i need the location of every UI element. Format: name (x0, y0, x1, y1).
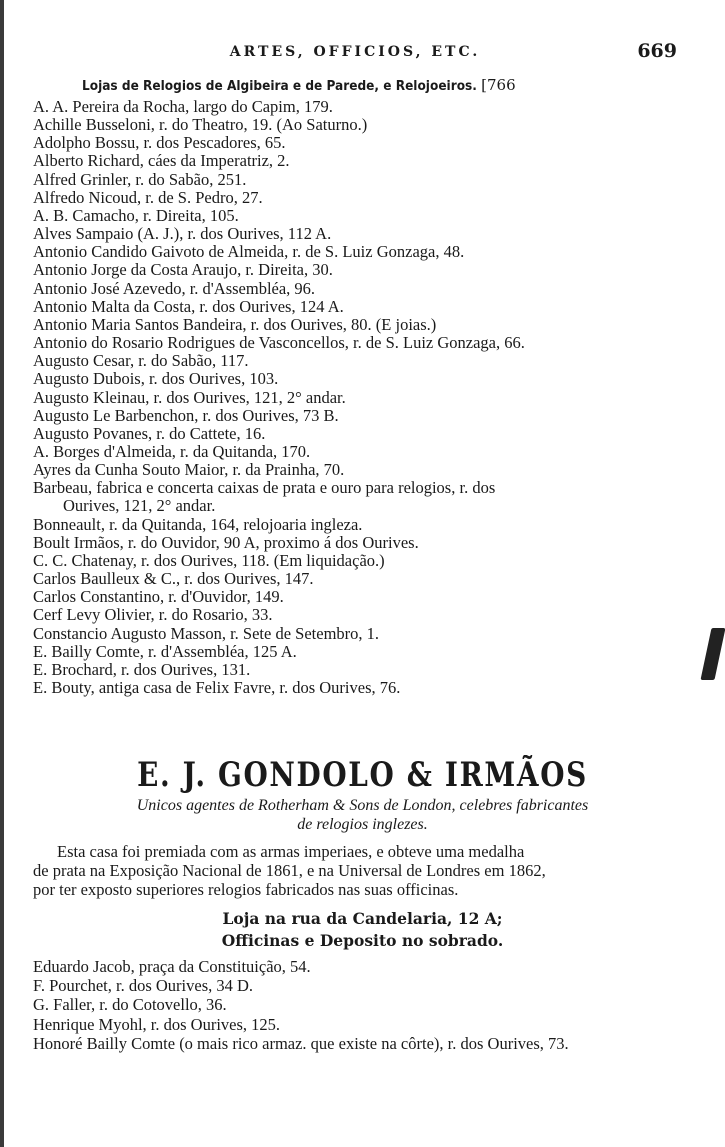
list-item: Antonio Candido Gaivoto de Almeida, r. de S. Luiz Gonzaga, 48. (33, 242, 465, 262)
list-item: Carlos Baulleux & C., r. dos Ourives, 147. (33, 569, 314, 589)
advertisement-body (33, 842, 661, 899)
workshop-line: Officinas e Deposito no sobrado. (221, 931, 504, 950)
advertiser-name: E. J. GONDOLO & IRMÃOS (137, 755, 588, 795)
running-head (0, 40, 725, 68)
list-item: Augusto Povanes, r. do Cattete, 16. (33, 423, 266, 443)
list-item: Augusto Kleinau, r. dos Ourives, 121, 2° andar. (33, 387, 346, 407)
list-item: Barbeau, fabrica e concerta caixas de prata e ouro para relogios, r. dos (33, 478, 496, 498)
list-item-continuation: Ourives, 121, 2° andar. (63, 496, 216, 516)
entry-list-continued (33, 957, 693, 1053)
list-item: Adolpho Bossu, r. dos Pescadores, 65. (33, 133, 286, 153)
list-item: Cerf Levy Olivier, r. do Rosario, 33. (33, 605, 273, 625)
section-heading (82, 76, 516, 94)
list-item: Achille Busseloni, r. do Theatro, 19. (Ao Saturno.) (33, 115, 368, 135)
list-item: Eduardo Jacob, praça da Constituição, 54. (33, 957, 311, 976)
list-item: Alves Sampaio (A. J.), r. dos Ourives, 112 A. (33, 224, 332, 244)
list-item: Alfred Grinler, r. do Sabão, 251. (33, 169, 247, 189)
advertisement-address (0, 908, 725, 952)
body-line: Esta casa foi premiada com as armas imperiaes, e obteve uma medalha (57, 842, 525, 861)
list-item: Augusto Cesar, r. do Sabão, 117. (33, 351, 249, 371)
page-binding-edge (0, 0, 4, 1147)
list-item: Antonio Malta da Costa, r. dos Ourives, 124 A. (33, 296, 344, 316)
running-head-title: ARTES, OFFICIOS, ETC. (229, 44, 481, 60)
entry-list (33, 98, 673, 697)
list-item: Honoré Bailly Comte (o mais rico armaz. que existe na côrte), r. dos Ourives, 73. (33, 1033, 569, 1053)
page-number: 669 (637, 40, 677, 62)
list-item: F. Pourchet, r. dos Ourives, 34 D. (33, 976, 254, 996)
list-item: Antonio Jorge da Costa Araujo, r. Direita, 30. (33, 260, 333, 280)
ink-blot-mark (700, 628, 725, 680)
list-item: Augusto Le Barbenchon, r. dos Ourives, 73 B. (33, 405, 339, 425)
list-item: Augusto Dubois, r. dos Ourives, 103. (33, 369, 279, 389)
section-title: Lojas de Relogios de Algibeira e de Parede, e Relojoeiros. (82, 78, 477, 94)
advertisement-subtitle (0, 796, 725, 834)
section-code: [766 (481, 76, 516, 94)
list-item: A. Borges d'Almeida, r. da Quitanda, 170. (33, 441, 311, 461)
list-item: Bonneault, r. da Quitanda, 164, relojoaria ingleza. (33, 514, 363, 534)
list-item: G. Faller, r. do Cotovello, 36. (33, 995, 227, 1015)
list-item: C. C. Chatenay, r. dos Ourives, 118. (Em liquidação.) (33, 550, 385, 570)
list-item: Ayres da Cunha Souto Maior, r. da Prainha, 70. (33, 460, 345, 480)
list-item: E. Bouty, antiga casa de Felix Favre, r. dos Ourives, 76. (33, 678, 401, 697)
list-item: A. A. Pereira da Rocha, largo do Capim, 179. (33, 97, 333, 116)
list-item: Henrique Myohl, r. dos Ourives, 125. (33, 1014, 281, 1034)
shop-line: Loja na rua da Candelaria, 12 A; (222, 909, 503, 928)
list-item: Constancio Augusto Masson, r. Sete de Setembro, 1. (33, 623, 380, 643)
list-item: Alberto Richard, cáes da Imperatriz, 2. (33, 151, 290, 171)
body-line: por ter exposto superiores relogios fabricados nas suas officinas. (33, 880, 459, 899)
advertisement-heading (0, 755, 725, 795)
list-item: Antonio Maria Santos Bandeira, r. dos Ourives, 80. (E joias.) (33, 314, 437, 334)
subtitle-line: Unicos agentes de Rotherham & Sons de London, celebres fabricantes (136, 797, 589, 814)
list-item: Carlos Constantino, r. d'Ouvidor, 149. (33, 587, 284, 607)
list-item: Antonio do Rosario Rodrigues de Vasconcellos, r. de S. Luiz Gonzaga, 66. (33, 333, 525, 353)
list-item: Alfredo Nicoud, r. de S. Pedro, 27. (33, 187, 263, 207)
body-line: de prata na Exposição Nacional de 1861, e na Universal de Londres em 1862, (33, 861, 546, 880)
list-item: Boult Irmãos, r. do Ouvidor, 90 A, proximo á dos Ourives. (33, 532, 419, 552)
list-item: A. B. Camacho, r. Direita, 105. (33, 205, 239, 225)
subtitle-line: de relogios inglezes. (297, 816, 428, 833)
list-item: E. Bailly Comte, r. d'Assembléa, 125 A. (33, 641, 297, 661)
list-item: Antonio José Azevedo, r. d'Assembléa, 96. (33, 278, 316, 298)
list-item: E. Brochard, r. dos Ourives, 131. (33, 659, 251, 679)
